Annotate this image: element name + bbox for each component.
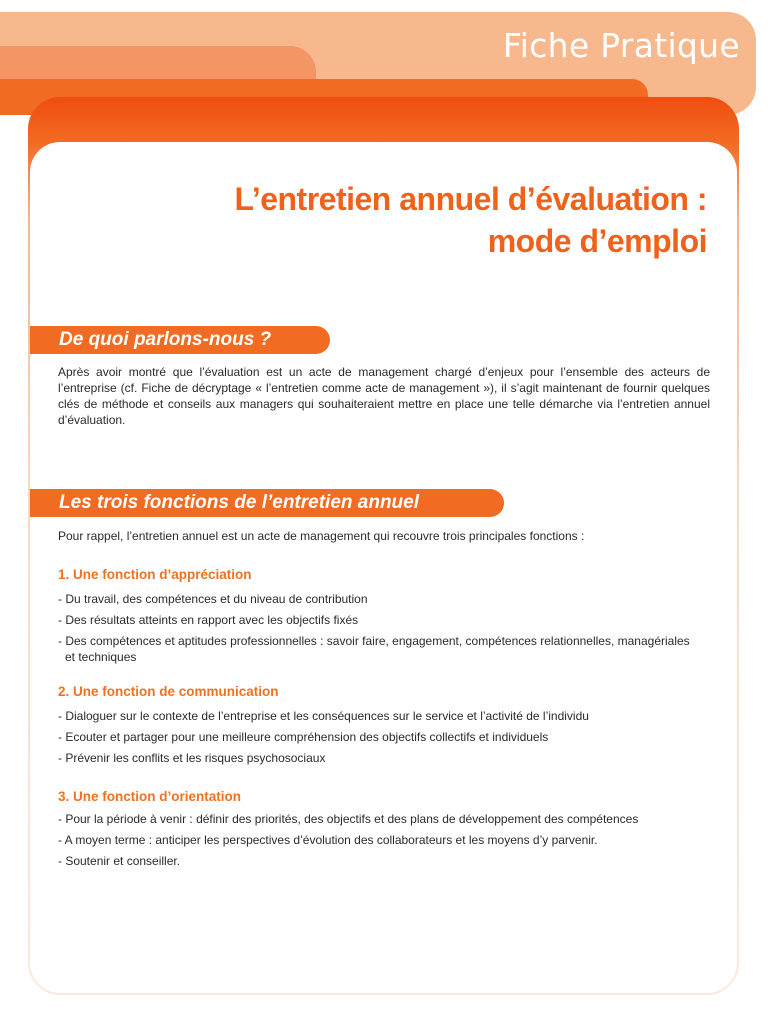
page-title-line-1: L’entretien annuel d’évaluation : xyxy=(234,181,707,217)
list-item: - Soutenir et conseiller. xyxy=(58,854,181,868)
function-list-orientation xyxy=(58,811,718,874)
list-item-text: - Des compétences et aptitudes professionnelles : savoir faire, engagement, compétences relationnelles, managériales xyxy=(58,634,690,648)
list-item: - Des résultats atteints en rapport avec les objectifs fixés xyxy=(58,613,359,627)
section-heading-trois-fonctions: Les trois fonctions de l’entretien annuel xyxy=(30,489,504,517)
list-item: - Prévenir les conflits et les risques psychosociaux xyxy=(58,751,326,765)
function-heading-communication: 2. Une fonction de communication xyxy=(58,684,279,699)
list-item-continuation: et techniques xyxy=(65,650,137,664)
list-item: - Du travail, des compétences et du niveau de contribution xyxy=(58,592,368,606)
intro-paragraph: Après avoir montré que l’évaluation est un acte de management chargé d’enjeux pour l’ensemble des acteurs de l’entreprise (cf. Fiche de décryptage « l’entretien comme acte de management »), il s’agit maintenant de fournir quelques clés de méthode et conseils aux managers qui souhaiteraient mettre en place une telle démarche via l’entretien annuel d’évaluation. xyxy=(58,365,710,427)
function-heading-orientation: 3. Une fonction d’orientation xyxy=(58,789,241,804)
header-title: Fiche Pratique xyxy=(502,26,740,65)
list-item: - Pour la période à venir : définir des priorités, des objectifs et des plans de développement des compétences xyxy=(58,812,639,826)
list-item xyxy=(58,633,718,665)
functions-lead-paragraph: Pour rappel, l’entretien annuel est un acte de management qui recouvre trois principales fonctions : xyxy=(58,529,585,543)
function-list-appreciation xyxy=(58,591,718,670)
function-list-communication xyxy=(58,708,718,771)
list-item: - A moyen terme : anticiper les perspectives d’évolution des collaborateurs et les moyens d’y parvenir. xyxy=(58,833,598,847)
function-heading-appreciation: 1. Une fonction d’appréciation xyxy=(58,567,252,582)
page-title-line-2: mode d’emploi xyxy=(487,223,707,259)
page-title xyxy=(67,178,707,262)
list-item: - Dialoguer sur le contexte de l’entreprise et les conséquences sur le service et l’activité de l’individu xyxy=(58,709,589,723)
list-item: - Ecouter et partager pour une meilleure compréhension des objectifs collectifs et individuels xyxy=(58,730,549,744)
section-heading-de-quoi-parlons-nous: De quoi parlons-nous ? xyxy=(30,326,330,354)
